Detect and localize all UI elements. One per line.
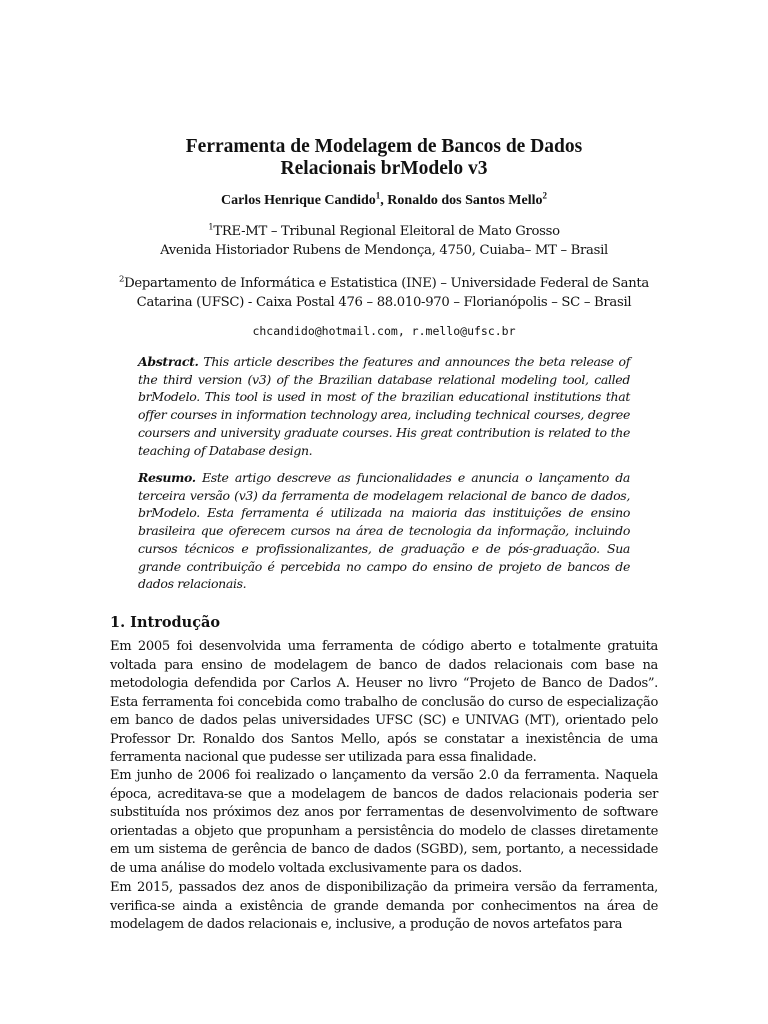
affiliation-mark: 1 [208, 222, 214, 233]
resumo-text: Este artigo descreve as funcionalidades e anuncia o lançamento da terceira versão (v3) da ferramenta de modelagem relacional de banco de dados, brModelo. Esta ferramenta é utilizada na maioria das instituições de ensino brasileira que oferecem cursos na área de tecnologia da informação, incluindo cursos técnicos e profissionalizantes, de graduação e de pós-graduação. Sua grande contribuição é percebida no campo do ensino de projeto de bancos de dados relacionais. [138, 470, 630, 592]
abstract-portuguese [138, 469, 630, 593]
author-affiliation-mark: 2 [542, 190, 547, 201]
author-list [60, 190, 708, 209]
affiliation-line [110, 274, 658, 293]
affiliation-2 [110, 274, 658, 312]
author-name: Ronaldo dos Santos Mello [387, 193, 543, 208]
title-line-2: Relacionais brModelo v3 [280, 158, 488, 179]
author-separator: , [380, 193, 388, 208]
affiliation-1 [110, 222, 658, 260]
affiliation-text: TRE-MT – Tribunal Regional Eleitoral de Mato Grosso [213, 224, 560, 239]
affiliation-text: Departamento de Informática e Estatistica (INE) – Universidade Federal de Santa [124, 276, 649, 291]
author-name: Carlos Henrique Candido [220, 193, 376, 208]
author-affiliation-mark: 1 [375, 190, 381, 201]
title-line-1: Ferramenta de Modelagem de Bancos de Dados [185, 136, 583, 157]
paper-title [60, 136, 708, 180]
body-paragraph: Em 2005 foi desenvolvida uma ferramenta de código aberto e totalmente gratuita voltada para ensino de modelagem de banco de dados relacionais com base na metodologia defendida por Carlos A. Heuser no livro “Projeto de Banco de Dados”. Esta ferramenta foi concebida como trabalho de conclusão do curso de especialização em banco de dados pelas universidades UFSC (SC) e UNIVAG (MT), orientado pelo Professor Dr. Ronaldo dos Santos Mello, após se constatar a inexistência de uma ferramenta nacional que pudesse ser utilizada para essa finalidade. [110, 639, 658, 765]
abstract-text: This article describes the features and announces the beta release of the third version (v3) of the Brazilian database relational modeling tool, called brModelo. This tool is used in most of the brazilian educational institutions that offer courses in information technology area, including technical courses, degree coursers and university graduate courses. His great contribution is related to the teaching of Database design. [138, 354, 630, 458]
body-paragraph: Em 2015, passados dez anos de disponibilização da primeira versão da ferramenta, verifica-se ainda a existência de grande demanda por conhecimentos na área de modelagem de dados relacionais e, inclusive, a produção de novos artefatos para [110, 880, 658, 932]
author-emails: chcandido@hotmail.com, r.mello@ufsc.br [252, 324, 516, 338]
body-paragraph: Em junho de 2006 foi realizado o lançamento da versão 2.0 da ferramenta. Naquela época, acreditava-se que a modelagem de bancos de dados relacionais poderia ser substituída nos próximos dez anos por ferramentas de desenvolvimento de software orientadas a objeto que propunham a persistência do modelo de classes diretamente em um sistema de gerência de banco de dados (SGBD), sem, portanto, a necessidade de uma análise do modelo voltada exclusivamente para os dados. [110, 768, 658, 876]
abstract-english [138, 353, 630, 459]
affiliation-mark: 2 [119, 274, 125, 285]
affiliation-line [110, 222, 658, 241]
abstract-label: Abstract. [138, 354, 199, 369]
affiliation-line: Avenida Historiador Rubens de Mendonça, 4750, Cuiaba– MT – Brasil [160, 243, 608, 258]
affiliation-line: Catarina (UFSC) - Caixa Postal 476 – 88.010-970 – Florianópolis – SC – Brasil [136, 295, 632, 310]
section-heading: 1. Introdução [110, 614, 221, 631]
resumo-label: Resumo. [138, 470, 196, 485]
